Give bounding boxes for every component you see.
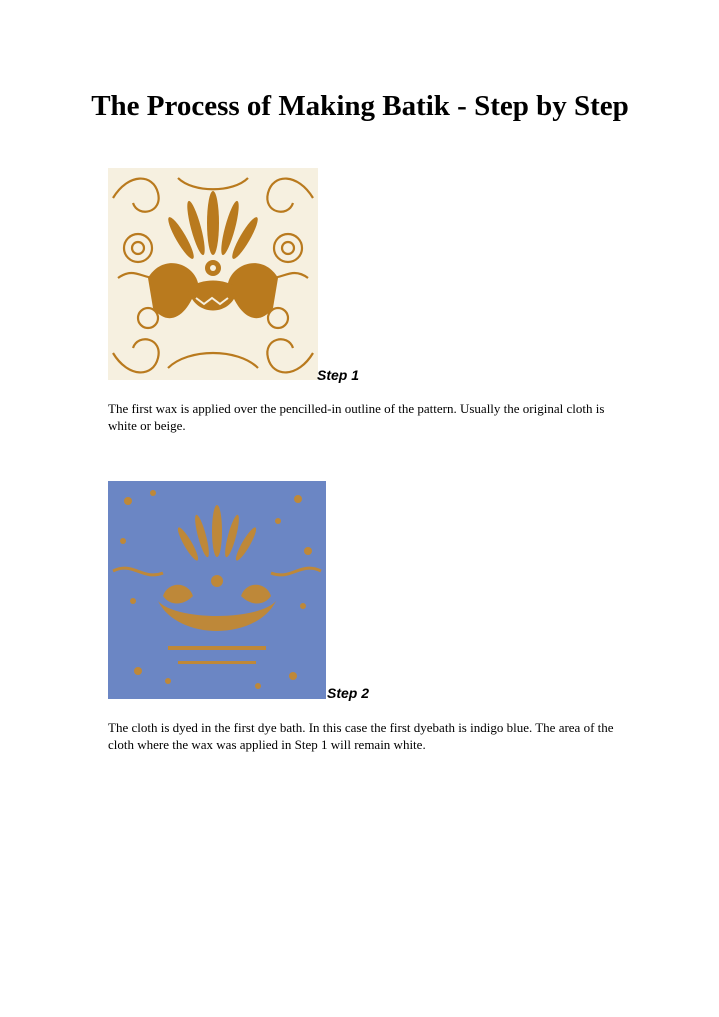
step-1-caption: Step 1	[317, 367, 360, 383]
step-1-image	[108, 168, 318, 380]
step-1-description: The first wax is applied over the pencilled-in outline of the pattern. Usually the original cloth is white or beige.	[108, 401, 605, 433]
step-2-caption: Step 2	[327, 685, 370, 701]
batik-indigo-dyed-image	[108, 481, 326, 699]
page-title: The Process of Making Batik - Step by Step	[91, 90, 629, 122]
step-2-description: The cloth is dyed in the first dye bath. In this case the first dyebath is indigo blue. The area of the cloth where the wax was applied in Step 1 will remain white.	[108, 720, 614, 752]
step-2-image	[108, 481, 326, 699]
batik-wax-outline-image	[108, 168, 318, 380]
